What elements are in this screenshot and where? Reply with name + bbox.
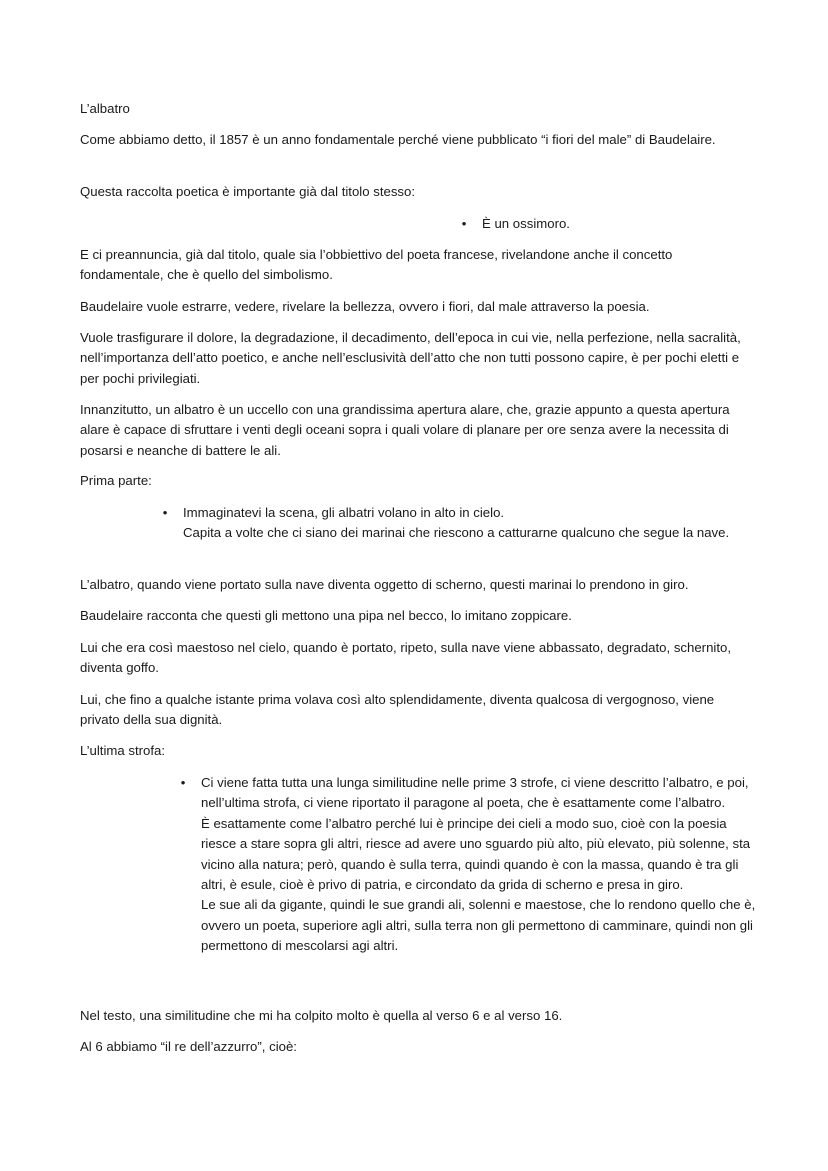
paragraph-re-azzurro: Al 6 abbiamo “il re dell’azzurro”, cioè: (80, 1039, 297, 1054)
paragraph-pipa: Baudelaire racconta che questi gli mettono una pipa nel becco, lo imitano zoppicare. (80, 608, 572, 623)
bullet-icon: • (180, 775, 186, 790)
bullet-similitudine-part1: Ci viene fatta tutta una lunga similitudine nelle prime 3 strofe, ci viene descritto l’albatro, e poi, nell’ultima strofa, ci viene riportato il paragone al poeta, che è esattamente come l’albatro. (201, 775, 749, 811)
paragraph-preannuncia: E ci preannuncia, già dal titolo, quale sia l’obbiettivo del poeta francese, rivelandone anche il concetto fondamentale, che è quello del simbolismo. (80, 247, 673, 283)
paragraph-maestoso: Lui che era così maestoso nel cielo, quando è portato, ripeto, sulla nave viene abbassato, degradato, schernito, diventa goffo. (80, 640, 731, 676)
heading-ultima-strofa: L’ultima strofa: (80, 743, 166, 758)
bullet-immaginatevi-line2: Capita a volte che ci siano dei marinai che riescono a catturarne qualcuno che segue la nave. (183, 525, 730, 541)
bullet-immaginatevi-line1: Immaginatevi la scena, gli albatri volano in alto in cielo. (183, 505, 505, 520)
paragraph-trasfigurare: Vuole trasfigurare il dolore, la degradazione, il decadimento, dell’epoca in cui vie, nella perfezione, nella sacralità, nell’importanza dell’atto poetico, e anche nell’esclusività dell’atto che non tutti possono capire, è per pochi eletti e per pochi privilegiati. (80, 330, 741, 386)
paragraph-estrarre: Baudelaire vuole estrarre, vedere, rivelare la bellezza, ovvero i fiori, dal male attraverso la poesia. (80, 299, 650, 314)
bullet-similitudine (176, 773, 756, 957)
paragraph-raccolta: Questa raccolta poetica è importante già dal titolo stesso: (80, 184, 415, 199)
bullet-icon: • (162, 505, 168, 520)
bullet-ossimoro (457, 214, 757, 234)
bullet-immaginatevi (158, 503, 738, 544)
paragraph-scherno: L’albatro, quando viene portato sulla nave diventa oggetto di scherno, questi marinai lo prendono in giro. (80, 577, 689, 592)
bullet-ossimoro-text: È un ossimoro. (482, 216, 570, 231)
bullet-similitudine-part2: È esattamente come l’albatro perché lui è principe dei cieli a modo suo, cioè con la poesia riesce a stare sopra gli altri, riesce ad avere uno sguardo più alto, più elevato, più solenne, sta vicino alla natura; però, quando è sulla terra, quindi quando è con la massa, quando è tra gli altri, è esule, cioè è privo di patria, e circondato da grida di scherno e presa in giro. (201, 815, 751, 893)
heading-prima-parte: Prima parte: (80, 473, 152, 488)
paragraph-dignita: Lui, che fino a qualche istante prima volava così alto splendidamente, diventa qualcosa di vergognoso, viene privato della sua dignità. (80, 692, 715, 728)
bullet-similitudine-part3: Le sue ali da gigante, quindi le sue grandi ali, solenni e maestose, che lo rendono quello che è, ovvero un poeta, superiore agli altri, sulla terra non gli permettono di camminare, quindi non gli permettono di mescolarsi agi altri. (201, 897, 756, 954)
paragraph-intro: Come abbiamo detto, il 1857 è un anno fondamentale perché viene pubblicato “i fiori del male” di Baudelaire. (80, 132, 716, 147)
bullet-icon: • (461, 216, 467, 231)
paragraph-verso: Nel testo, una similitudine che mi ha colpito molto è quella al verso 6 e al verso 16. (80, 1008, 563, 1023)
paragraph-albatro-uccello: Innanzitutto, un albatro è un uccello con una grandissima apertura alare, che, grazie appunto a questa apertura alare è capace di sfruttare i venti degli oceani sopra i quali volare di planare per ore senza avere la necessita di posarsi e neanche di battere le ali. (80, 402, 730, 458)
document-title: L’albatro (80, 101, 130, 116)
